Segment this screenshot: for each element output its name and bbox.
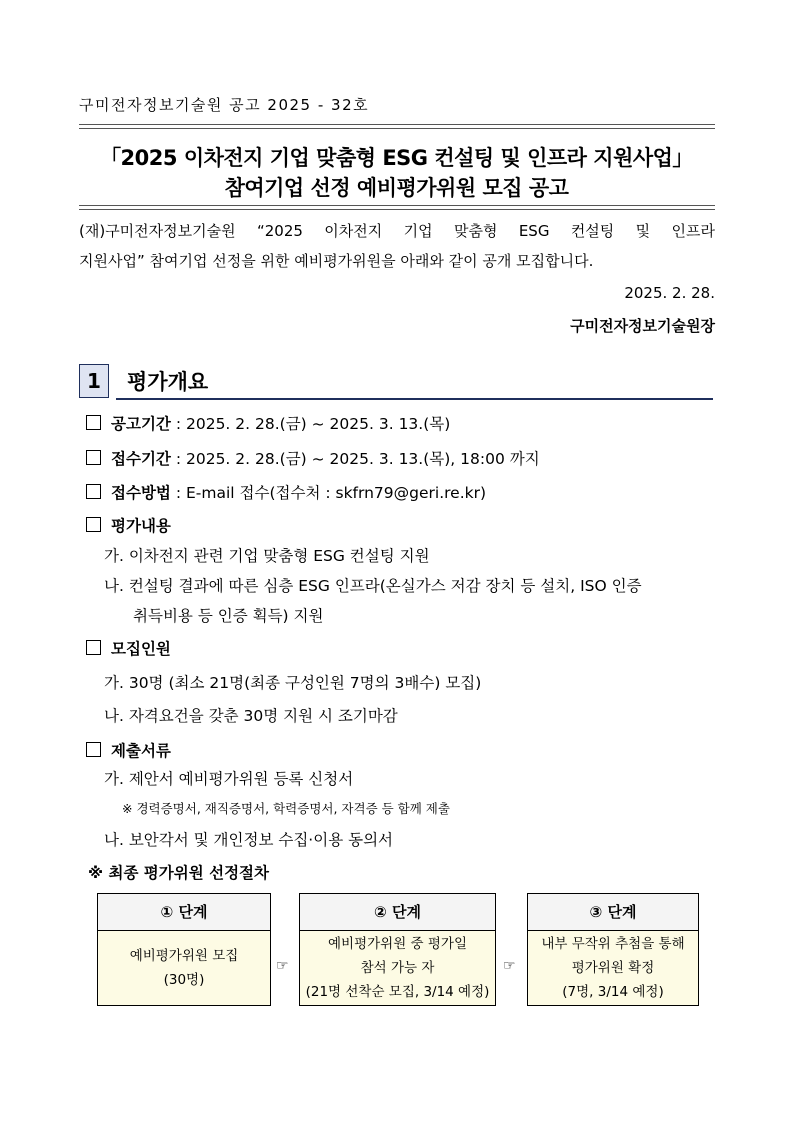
title-line-1: 「2025 이차전지 기업 맞춤형 ESG 컨설팅 및 인프라 지원사업」 — [100, 146, 693, 170]
docs-ga: 가. 제안서 예비평가위원 등록 신청서 — [104, 770, 354, 788]
intro-line-2: 지원사업” 참여기업 선정을 위한 예비평가위원을 아래와 같이 공개 모집합니다. — [79, 252, 594, 270]
stage-3-line-3: (7명, 3/14 예정) — [562, 984, 664, 1000]
title-line-2: 참여기업 선정 예비평가위원 모집 공고 — [224, 176, 569, 200]
content-item — [86, 514, 171, 536]
section-title: 평가개요 — [127, 370, 209, 394]
receipt-item — [86, 447, 540, 469]
stage-2-box — [299, 893, 496, 1006]
recruit-label: 모집인원 — [111, 640, 171, 658]
title-bottom-rule — [79, 205, 715, 210]
stage-2-line-1: 예비평가위원 중 평가일 — [328, 936, 467, 952]
period-item — [86, 412, 450, 434]
section-number-box: 1 — [79, 364, 109, 398]
pointing-hand-icon: ☞ — [503, 958, 516, 974]
docs-label: 제출서류 — [111, 742, 171, 760]
recruit-item — [86, 637, 171, 659]
stage-2-line-3: (21명 선착순 모집, 3/14 예정) — [305, 984, 490, 1000]
stage-2-line-2: 참석 가능 자 — [360, 960, 435, 976]
period-label: 공고기간 — [111, 415, 171, 433]
stage-3-line-2: 평가위원 확정 — [571, 960, 655, 976]
checkbox-square-icon — [86, 450, 101, 465]
section-title-underline — [116, 398, 713, 400]
intro-line-1: (재)구미전자정보기술원 “2025 이차전지 기업 맞춤형 ESG 컨설팅 및 인프라 — [79, 222, 715, 240]
recruit-ga: 가. 30명 (최소 21명(최종 구성인원 7명의 3배수) 모집) — [104, 674, 482, 692]
notice-number: 구미전자정보기술원 공고 2025 - 32호 — [79, 96, 370, 114]
content-label: 평가내용 — [111, 517, 171, 535]
content-na-line-2: 취득비용 등 인증 획득) 지원 — [133, 607, 324, 625]
checkbox-square-icon — [86, 517, 101, 532]
docs-note: ※ 경력증명서, 재직증명서, 학력증명서, 자격증 등 함께 제출 — [122, 801, 450, 816]
pointing-hand-icon: ☞ — [276, 958, 289, 974]
checkbox-square-icon — [86, 742, 101, 757]
receipt-label: 접수기간 — [111, 450, 171, 468]
checkbox-square-icon — [86, 415, 101, 430]
content-na-line-1: 나. 컨설팅 결과에 따른 심층 ESG 인프라(온실가스 저감 장치 등 설치, ISO 인증 — [104, 577, 642, 595]
receipt-value: : 2025. 2. 28.(금) ~ 2025. 3. 13.(목), 18:00 까지 — [170, 450, 540, 468]
announcement-date: 2025. 2. 28. — [624, 284, 715, 302]
method-value: : E-mail 접수(접수처 : skfrn79@geri.re.kr) — [170, 484, 487, 502]
stage-1-line-2: (30명) — [163, 972, 205, 988]
stage-1-line-1: 예비평가위원 모집 — [129, 948, 239, 964]
period-value: : 2025. 2. 28.(금) ~ 2025. 3. 13.(목) — [170, 415, 451, 433]
method-item — [86, 481, 486, 503]
stage-1-box — [97, 893, 271, 1006]
method-label: 접수방법 — [111, 484, 171, 502]
stage-3-line-1: 내부 무작위 추첨을 통해 — [541, 936, 685, 952]
recruit-na: 나. 자격요건을 갖춘 30명 지원 시 조기마감 — [104, 707, 398, 725]
docs-item — [86, 739, 171, 761]
issuer: 구미전자정보기술원장 — [570, 317, 715, 335]
stage-2-head: ② 단계 — [300, 894, 495, 931]
procedure-heading: ※ 최종 평가위원 선정절차 — [88, 864, 269, 882]
docs-na: 나. 보안각서 및 개인정보 수집·이용 동의서 — [104, 831, 394, 849]
title-top-rule — [79, 124, 715, 129]
stage-3-box — [527, 893, 699, 1006]
checkbox-square-icon — [86, 484, 101, 499]
content-ga: 가. 이차전지 관련 기업 맞춤형 ESG 컨설팅 지원 — [104, 547, 430, 565]
stage-1-head: ① 단계 — [98, 894, 270, 931]
checkbox-square-icon — [86, 640, 101, 655]
stage-3-head: ③ 단계 — [528, 894, 698, 931]
